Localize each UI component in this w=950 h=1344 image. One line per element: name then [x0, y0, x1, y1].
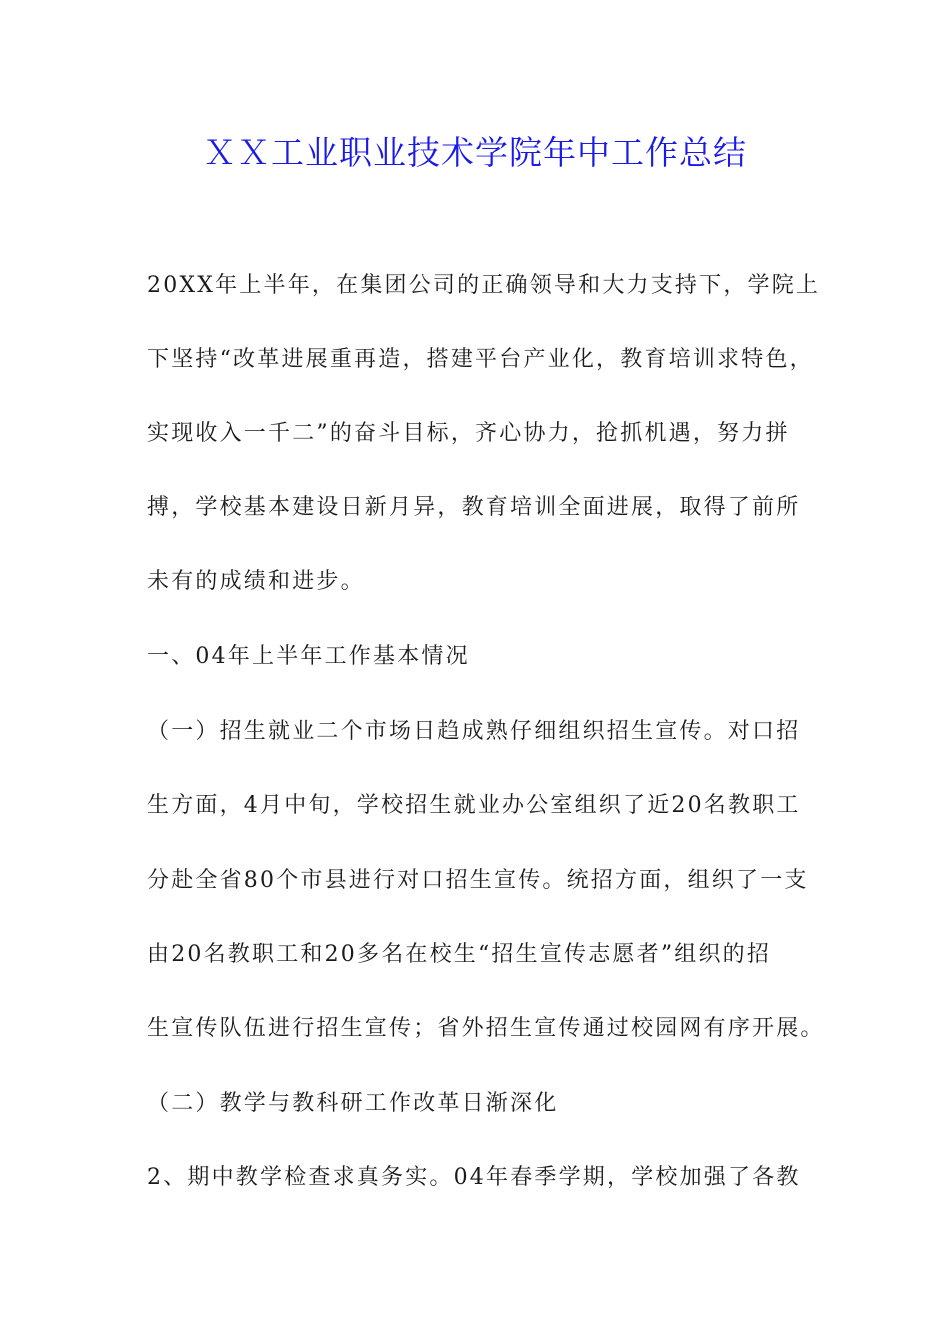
paragraph-line: 搏，学校基本建设日新月异，教育培训全面进展，取得了前所 [147, 495, 801, 520]
document-title: ＸＸ工业职业技术学院年中工作总结 [203, 133, 747, 172]
paragraph-line: 下坚持“改革进展重再造，搭建平台产业化，教育培训求特色， [147, 347, 814, 372]
paragraph-line: 2、期中教学检查求真务实。04年春季学期，学校加强了各教 [147, 1165, 801, 1190]
subsection-heading: （二）教学与教科研工作改革日渐深化 [147, 1091, 559, 1116]
paragraph-line: 由20名教职工和20多名在校生“招生宣传志愿者”组织的招 [147, 942, 772, 967]
section-heading: 一、04年上半年工作基本情况 [147, 644, 470, 669]
paragraph-line: 实现收入一千二”的奋斗目标，齐心协力，抢抓机遇，努力拼 [147, 421, 790, 446]
paragraph-line: 未有的成绩和进步。 [147, 569, 365, 594]
paragraph-line: 20XX年上半年，在集团公司的正确领导和大力支持下，学院上 [147, 273, 821, 298]
paragraph-line: 生宣传队伍进行招生宣传；省外招生宣传通过校园网有序开展。 [147, 1016, 825, 1041]
paragraph-line: 生方面，4月中旬，学校招生就业办公室组织了近20名教职工 [147, 793, 801, 818]
paragraph-line: 分赴全省80个市县进行对口招生宣传。统招方面，组织了一支 [147, 868, 809, 893]
paragraph-line: （一）招生就业二个市场日趋成熟仔细组织招生宣传。对口招 [147, 719, 801, 744]
